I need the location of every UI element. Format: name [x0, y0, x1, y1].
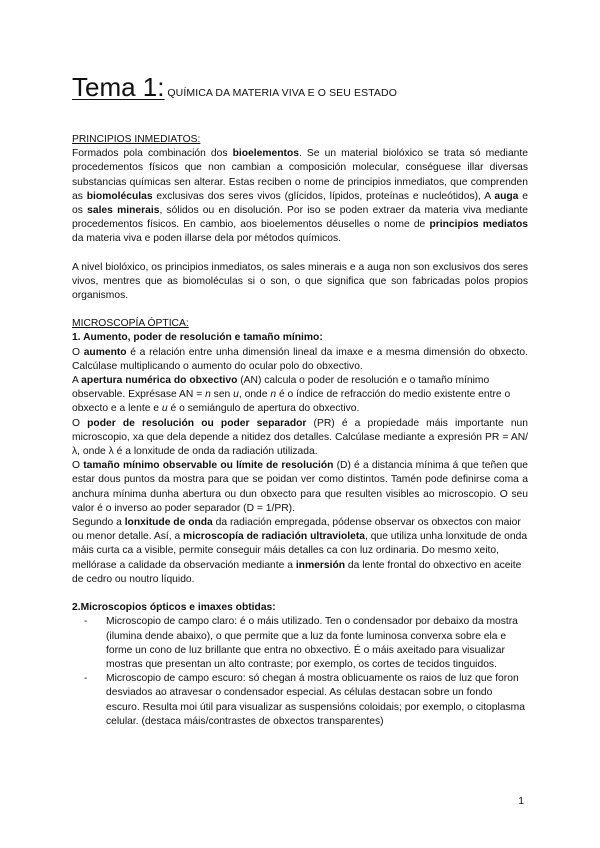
text: , onde	[238, 389, 271, 401]
microscope-types-list	[72, 615, 528, 729]
text: , sólidos ou en disolución. Por iso se poden extraer da materia viva mediante procedementos físicos. En cambio, aos bioelementos déuselles o nome de	[72, 205, 528, 231]
document-title	[72, 72, 528, 109]
italic-symbol: n	[270, 389, 277, 401]
paragraph-apertura	[72, 374, 528, 417]
subheading-text: 2.Microscopios ópticos e imaxes obtidas:	[72, 602, 276, 614]
bold-term: microscopía de radiación ultravioleta	[183, 531, 366, 543]
bold-term: bioelementos	[232, 148, 299, 160]
text: da lente frontal do obxectivo en aceite de cedro ou noutro líquido.	[72, 559, 522, 585]
text: e os	[72, 190, 528, 217]
page-content	[72, 72, 528, 729]
bold-term: apertura numérica do obxectivo	[81, 375, 238, 387]
spacer	[72, 587, 528, 601]
text: (PR) é a propiedade máis importante nun microscopio, xa que dela depende a nitidez dos detalles. Calcúlase mediante a expresión PR = AN/λ, onde λ é a lonxitude de onda da radiación utilizada.	[72, 417, 528, 458]
bold-term: poder de resolución ou poder separador	[87, 417, 307, 429]
section-heading-microscopia: MICROSCOPÍA ÓPTICA:	[72, 318, 189, 330]
text: da materia viva e poden illarse dela por métodos químicos.	[72, 233, 342, 245]
text: é o índice de refracción do medio existente entre o obxecto e a lente e	[72, 389, 511, 415]
paragraph-aumento	[72, 346, 528, 374]
subheading-aumento	[72, 331, 528, 345]
title-main: Tema 1:	[72, 72, 165, 102]
text: sen	[210, 389, 234, 401]
text: é a relación entre unha dimensión lineal da imaxe e a mesma dimensión do obxecto. Calcúlase multiplicando o aumento do ocular polo do obxectivo.	[72, 346, 528, 372]
title-subtitle: QUÍMICA DA MATERIA VIVA E O SEU ESTADO	[167, 87, 397, 99]
list-item: - Microscopio de campo claro: é o máis utilizado. Ten o condensador por debaixo da mostra (ilumina dende abaixo), o que permite que a luz da fonte luminosa converxa sobre ela e forme un cono de luz brillante que entra no obxectivo. É o máis axeitado para visualizar mostras que presentan un alto contraste; por exemplo, os cortes de tecidos tinguidos.	[106, 615, 528, 672]
text: A	[72, 375, 82, 387]
text: . Se un material biolóxico se trata só mediante procedementos físicos que non cambian a composición molecular, conséguese illar diversas substancias químicas sen alterar. Estas reciben o nome de principios inmediatos, que comprenden as	[72, 148, 528, 202]
paragraph-principios-1	[72, 147, 528, 246]
text: exclusivas dos seres vivos (glícidos, lípidos, proteínas e nucleótidos), A	[152, 190, 495, 202]
spacer	[72, 303, 528, 317]
paragraph-lonxitude-onda	[72, 516, 528, 587]
paragraph-poder-resolucion	[72, 417, 528, 460]
text: , que utiliza unha lonxitude de onda máis curta ca a visible, permite conseguir máis detalles ca con luz ordinaria. Do mesmo xeito, mellórase a calidade da observación mediante a	[72, 531, 528, 571]
text: Formados pola combinación dos	[72, 148, 233, 160]
paragraph-principios-2: A nivel biolóxico, os principios inmediatos, os sales minerais e a auga non son exclusivos dos seres vivos, mentres que as biomoléculas si o son, o que significa que son fabricadas polos propios organismos.	[72, 261, 528, 302]
section-heading-principios: PRINCIPIOS INMEDIATOS:	[72, 134, 201, 145]
bold-term: tamaño mínimo observable ou límite de resolución	[83, 460, 334, 472]
italic-symbol: u	[233, 389, 239, 401]
list-item: - Microscopio de campo escuro: só chegan á mostra oblicuamente os raios de luz que foron desviados ao atravesar o condensador especial. As células destacan sobre un fondo escuro. Resulta moi útil para visualizar as suspensións coloidais; por exemplo, o citoplasma celular. (destaca máis/contrastes de obxectos transparentes)	[106, 672, 528, 729]
paragraph-tamano-minimo	[72, 459, 528, 516]
subheading-text: 1. Aumento, poder de resolución e tamaño mínimo:	[72, 332, 323, 344]
text: (D) é a distancia mínima á que teñen que estar dous puntos da mostra para que se poidan ver como distintos. Tamén pode definirse coma a anchura mínima dunha abertura ou dun obxecto para que resulten visibles ao microscopio. O seu valor é o inverso ao poder separador (D = 1/PR).	[72, 460, 528, 514]
spacer	[72, 247, 528, 261]
text: Segundo a	[72, 517, 125, 529]
text: é o semiángulo de apertura do obxectivo.	[167, 403, 360, 415]
bold-term: aumento	[83, 346, 127, 358]
italic-symbol: u	[161, 403, 168, 415]
text: O	[72, 417, 88, 429]
bold-term: auga	[494, 190, 519, 202]
subheading-microscopios	[72, 601, 528, 615]
bold-term: principios mediatos	[429, 219, 528, 231]
bold-term: sales minerais	[87, 205, 160, 217]
bold-term: inmersión	[295, 559, 346, 571]
text: O	[72, 346, 84, 358]
text: O	[72, 460, 84, 472]
page-number: 1	[518, 796, 524, 807]
text: (AN) calcula o poder de resolución e o tamaño mínimo observable. Exprésase AN =	[72, 375, 490, 401]
bold-term: lonxitude de onda	[124, 517, 213, 529]
text: da radiación empregada, pódense observar os obxectos con maior ou menor detalle. Así, a	[72, 517, 521, 543]
italic-symbol: n	[205, 389, 211, 401]
bold-term: biomoléculas	[86, 190, 153, 202]
